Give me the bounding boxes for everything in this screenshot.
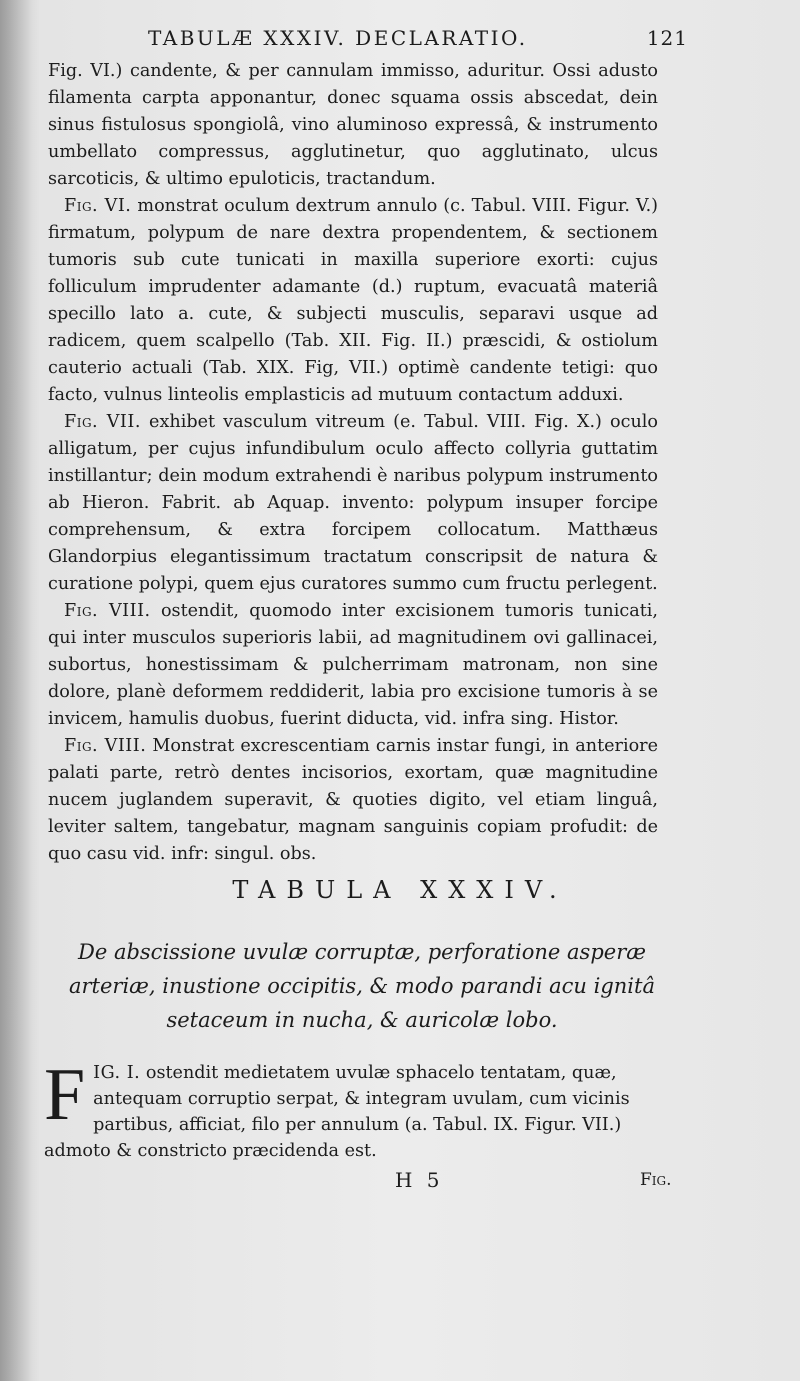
- page-number: 121: [646, 26, 688, 50]
- paragraph-fig-viii: [48, 598, 658, 733]
- signature-mark: H 5: [395, 1168, 444, 1192]
- running-title: TABULÆ XXXIV. DECLARATIO.: [148, 26, 528, 50]
- page-body: [48, 58, 658, 868]
- drop-cap: F: [44, 1054, 86, 1136]
- paragraph-fig-vii: [48, 409, 658, 598]
- paragraph-text: monstrat oculum dextrum annulo (c. Tabul. VIII. Figur. V.) firmatum, polypum de nare dextra propendentem, & sectionem tumoris sub cute tunicati in maxilla superiore exorti: cujus folliculum imprudenter adamante (d.) ruptum, evacuatâ materiâ specillo lato a. cute, & subjecti musculis, separavi usque ad radicem, quem scalpello (Tab. XII. Fig. II.) præscidi, & ostiolum cauterio actuali (Tab. XIX. Fig, VII.) optimè candente tetigi: quo facto, vulnus linteolis emplasticis ad mutuum contactum adduxi.: [48, 196, 659, 405]
- plate-subtitle: De abscissione uvulæ corruptæ, perforatione asperæ arteriæ, inustione occipitis, & modo parandi acu ignitâ setaceum in nucha, & auricolæ lobo.: [69, 940, 655, 1032]
- paragraph-text: ostendit, quomodo inter excisionem tumoris tunicati, qui inter musculos superioris labii, ad magnitudinem ovi gallinacei, subortus, honestissimam & pulcherrimam matronam, non sine dolore, planè deformem reddiderit, labia pro excisione tumoris à se invicem, hamulis duobus, fuerint diducta, vid. infra sing. Histor.: [48, 601, 658, 729]
- paragraph-continuation: [48, 58, 658, 193]
- figure-label: Fig. VII.: [64, 412, 141, 432]
- paragraph-text: Monstrat excrescentiam carnis instar fungi, in anteriore palati parte, retrò dentes incisorios, exortam, quæ magnitudine nucem juglandem superavit, & quoties digito, vel etiam linguâ, leviter saltem, tangebatur, magnam sanguinis copiam profudit: de quo casu vid. infr: singul. obs.: [48, 736, 659, 864]
- figure-label: Fig. VIII.: [64, 601, 151, 621]
- figure-label: Fig. VIII.: [64, 736, 147, 756]
- final-paragraph: [44, 1054, 689, 1164]
- figure-label: Fig. VI.: [64, 196, 132, 216]
- paragraph-text: Fig. VI.) candente, & per cannulam immisso, aduritur. Ossi adusto filamenta carpta apponantur, donec squama ossis abscedat, dein sinus fistulosus spongiolâ, vino aluminoso expressâ, & instrumento umbellato compressus, agglutinetur, quo agglutinato, ulcus sarcoticis, & ultimo epuloticis, tractandum.: [48, 61, 658, 189]
- page-header: [148, 26, 688, 50]
- paragraph-fig-viii-b: [48, 733, 658, 868]
- catchword: Fig.: [640, 1170, 672, 1190]
- paragraph-fig-vi: [48, 193, 658, 409]
- figure-label: IG. I.: [93, 1063, 141, 1083]
- gutter-shadow: [0, 0, 32, 1381]
- paragraph-text: exhibet vasculum vitreum (e. Tabul. VIII. Fig. X.) oculo alligatum, per cujus infundibulum oculo affecto collyria guttatim instillantur; dein modum extrahendi è naribus polypum instrumento ab Hieron. Fabrit. ab Aquap. invento: polypum insuper forcipe comprehensum, & extra forcipem collocatum. Matthæus Glandorpius elegantissimum tractatum conscripsit de natura & curatione polypi, quem ejus curatores summo cum fructu perlegent.: [48, 412, 659, 594]
- plate-title: TABULA XXXIV.: [232, 876, 568, 904]
- paragraph-text: ostendit medietatem uvulæ sphacelo tentatam, quæ, antequam corruptio serpat, & integram uvulam, cum vicinis partibus, afficiat, filo per annulum (a. Tabul. IX. Figur. VII.) admoto & constricto præcidenda est.: [44, 1063, 630, 1161]
